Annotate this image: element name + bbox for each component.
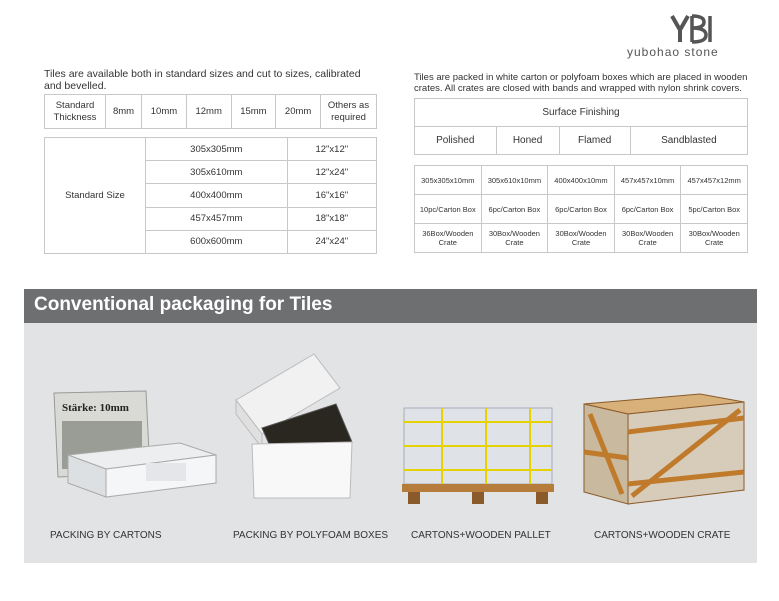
pack-carton: 5pc/Carton Box	[681, 195, 748, 224]
pack-crate: 30Box/Wooden Crate	[614, 224, 681, 253]
pack-size: 400x400x10mm	[548, 166, 615, 195]
table-row	[415, 99, 748, 127]
thickness-value: 10mm	[142, 95, 187, 129]
pack-size: 305x610x10mm	[481, 166, 548, 195]
thickness-value: 20mm	[276, 95, 321, 129]
size-imperial: 18"x18"	[287, 207, 376, 230]
pack-carton: 10pc/Carton Box	[415, 195, 482, 224]
size-metric: 457x457mm	[146, 207, 288, 230]
size-imperial: 24"x24"	[287, 230, 376, 253]
finish-option: Honed	[496, 127, 559, 155]
finish-option: Sandblasted	[630, 127, 747, 155]
pack-carton: 6pc/Carton Box	[614, 195, 681, 224]
packing-table	[414, 165, 748, 253]
caption-pallet: CARTONS+WOODEN PALLET	[411, 530, 551, 541]
carton-box-image	[50, 385, 220, 505]
finish-option: Flamed	[559, 127, 630, 155]
size-metric: 400x400mm	[146, 184, 288, 207]
size-metric: 600x600mm	[146, 230, 288, 253]
wooden-pallet-image	[402, 398, 554, 508]
table-row	[415, 127, 748, 155]
pack-carton: 6pc/Carton Box	[481, 195, 548, 224]
polyfoam-box-image	[232, 352, 357, 500]
packing-intro: Tiles are packed in white carton or polyfoam boxes which are placed in wooden crates. All crates are closed with bands and wrapped with nylon shrink covers.	[414, 72, 748, 94]
pack-crate: 30Box/Wooden Crate	[681, 224, 748, 253]
pack-crate: 30Box/Wooden Crate	[481, 224, 548, 253]
table-row	[415, 224, 748, 253]
thickness-label: Standard Thickness	[45, 95, 106, 129]
standard-size-table	[44, 137, 377, 254]
pack-size: 457x457x12mm	[681, 166, 748, 195]
thickness-value: 8mm	[106, 95, 142, 129]
finish-option: Polished	[415, 127, 497, 155]
thickness-value: 12mm	[186, 95, 231, 129]
size-metric: 305x610mm	[146, 161, 288, 184]
carton-label: Stärke: 10mm	[62, 402, 129, 414]
sizes-intro: Tiles are available both in standard sizes and cut to sizes, calibrated and bevelled.	[44, 68, 361, 92]
pack-size: 457x457x10mm	[614, 166, 681, 195]
pack-crate: 30Box/Wooden Crate	[548, 224, 615, 253]
thickness-value: 15mm	[231, 95, 276, 129]
pack-size: 305x305x10mm	[415, 166, 482, 195]
wooden-crate-image	[580, 392, 748, 508]
table-row	[45, 138, 377, 161]
size-metric: 305x305mm	[146, 138, 288, 161]
thickness-value: Others as required	[321, 95, 377, 129]
table-row	[45, 95, 377, 129]
pack-crate: 36Box/Wooden Crate	[415, 224, 482, 253]
thickness-table	[44, 94, 377, 129]
pack-carton: 6pc/Carton Box	[548, 195, 615, 224]
size-imperial: 12"x12"	[287, 138, 376, 161]
caption-polyfoam: PACKING BY POLYFOAM BOXES	[233, 530, 389, 541]
surface-finishing-table	[414, 98, 748, 155]
surface-finishing-title: Surface Finishing	[415, 99, 748, 127]
table-row	[415, 166, 748, 195]
caption-cartons: PACKING BY CARTONS	[50, 530, 162, 541]
size-imperial: 12"x24"	[287, 161, 376, 184]
section-title: Conventional packaging for Tiles	[34, 294, 333, 315]
caption-crate: CARTONS+WOODEN CRATE	[594, 530, 731, 541]
standard-size-label: Standard Size	[45, 138, 146, 254]
table-row	[415, 195, 748, 224]
size-imperial: 16"x16"	[287, 184, 376, 207]
brand-name: yubohao stone	[627, 45, 719, 59]
brand-logo-icon	[668, 12, 714, 44]
